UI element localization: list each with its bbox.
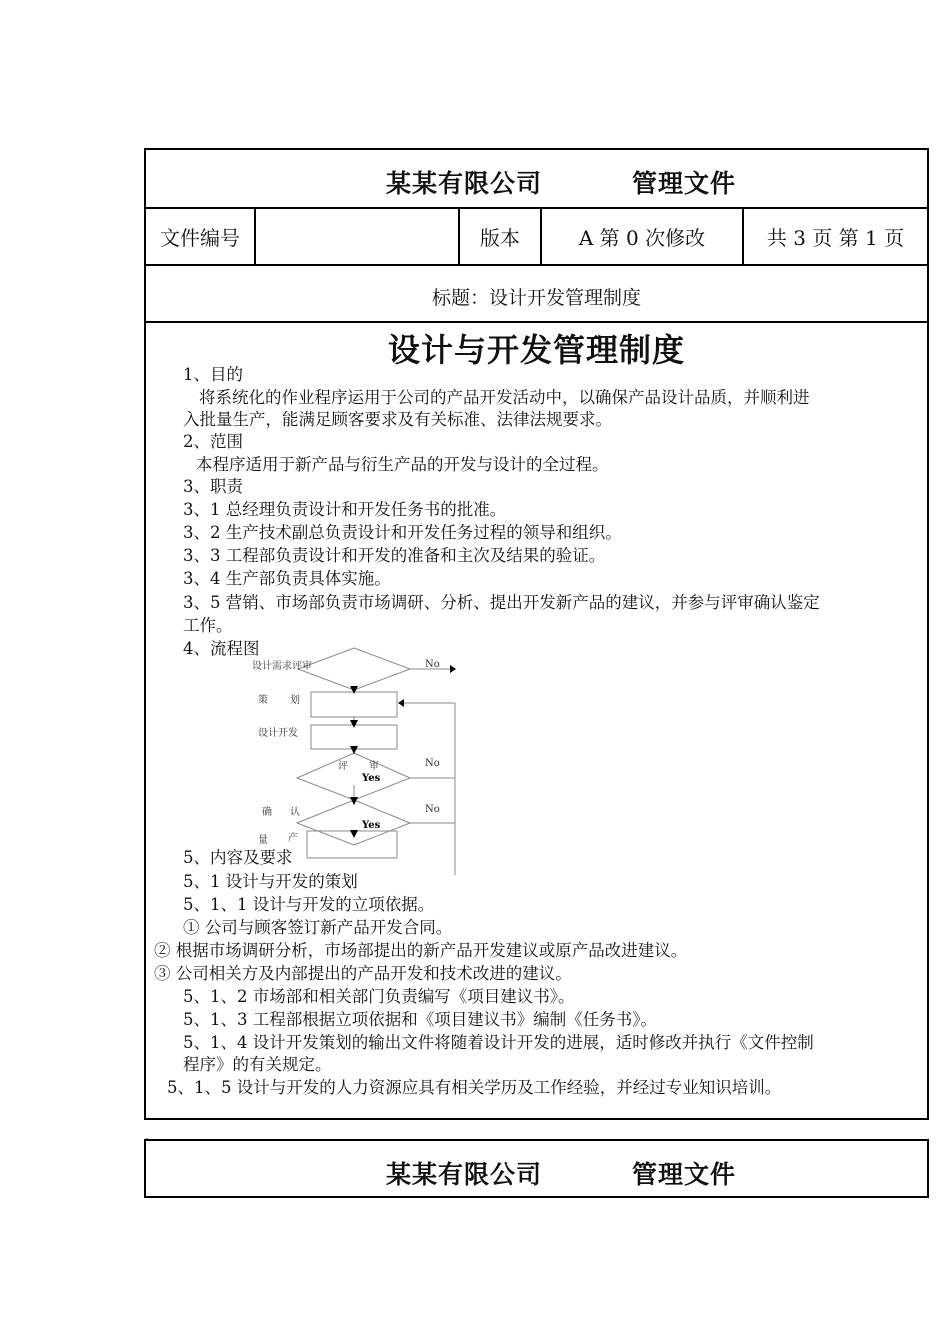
section-5-1-4-cont: 程序》的有关规定。	[183, 1055, 332, 1074]
flow-node-plan-a: 策	[258, 695, 268, 706]
confirm-diamond	[297, 800, 410, 845]
section-5-heading: 5、内容及要求	[183, 848, 293, 867]
flow-node-eval-b: 审	[369, 761, 379, 772]
flow-label-yes-2: Yes	[362, 820, 381, 831]
section-3-3: 3、3 工程部负责设计和开发的准备和主次及结果的验证。	[183, 546, 606, 565]
flowchart-svg	[250, 645, 470, 875]
doc-no-label: 文件编号	[146, 209, 256, 264]
section-1-text: 将系统化的作业程序运用于公司的产品开发活动中，以确保产品设计品质，并顺利进	[199, 388, 810, 407]
item-3: ③ 公司相关方及内部提出的产品开发和技术改进的建议。	[154, 964, 572, 983]
version-label: 版本	[460, 209, 542, 264]
document-title: 设计与开发管理制度	[387, 331, 685, 369]
company-name: 某某有限公司	[386, 169, 543, 198]
down-arrow-1	[350, 686, 358, 694]
section-2-heading: 2、范围	[183, 432, 243, 451]
flow-node-review: 设计需求评审	[252, 661, 312, 672]
flow-node-plan-b: 划	[290, 695, 300, 706]
section-3-5-cont: 工作。	[183, 616, 233, 635]
next-page-header	[144, 1139, 929, 1198]
flow-node-prod-a: 量	[258, 835, 268, 846]
section-1-text-cont: 入批量生产，能满足顾客要求及有关标准、法律法规要求。	[183, 410, 612, 429]
section-1-heading: 1、目的	[183, 365, 243, 384]
item-1: ① 公司与顾客签订新产品开发合同。	[183, 918, 453, 937]
subject-row	[146, 266, 927, 323]
section-5-1-1: 5、1、1 设计与开发的立项依据。	[183, 895, 435, 914]
doc-no-value	[256, 209, 460, 264]
section-5-1-2: 5、1、2 市场部和相关部门负责编写《项目建议书》。	[183, 987, 575, 1006]
version-value: A 第 0 次修改	[542, 209, 744, 264]
flow-node-confirm-b: 认	[290, 807, 300, 818]
review-diamond	[298, 648, 410, 690]
section-3-4: 3、4 生产部负责具体实施。	[183, 569, 391, 588]
flow-label-no-3: No	[425, 804, 440, 815]
section-3-2: 3、2 生产技术副总负责设计和开发任务过程的领导和组织。	[183, 523, 622, 542]
plan-box	[311, 692, 397, 717]
flow-node-confirm-a: 确	[262, 807, 272, 818]
meta-row	[146, 209, 927, 266]
flow-label-yes-1: Yes	[362, 773, 381, 784]
page-count: 共 3 页 第 1 页	[766, 226, 905, 250]
doc-type-2: 管理文件	[632, 1160, 737, 1189]
header-row	[146, 150, 927, 209]
section-5-1: 5、1 设计与开发的策划	[183, 872, 358, 891]
flow-label-no-1: No	[425, 659, 440, 670]
page-end-mark: 。	[145, 1132, 155, 1143]
section-3-1: 3、1 总经理负责设计和开发任务书的批准。	[183, 500, 507, 519]
section-4-heading: 4、流程图	[183, 639, 260, 658]
section-3-5: 3、5 营销、市场部负责市场调研、分析、提出开发新产品的建议，并参与评审确认鉴定	[183, 593, 820, 612]
section-3-heading: 3、职责	[183, 477, 243, 496]
develop-box	[311, 725, 397, 749]
no-arrow-1	[450, 665, 456, 673]
loop-arrow	[398, 699, 404, 707]
flow-node-eval-a: 评	[338, 761, 348, 772]
flow-node-prod-b: 产	[288, 833, 298, 844]
doc-type: 管理文件	[632, 169, 737, 198]
section-2-text: 本程序适用于新产品与衍生产品的开发与设计的全过程。	[196, 455, 609, 474]
item-2: ② 根据市场调研分析，市场部提出的新产品开发建议或原产品改进建议。	[154, 941, 688, 960]
subject: 标题：设计开发管理制度	[431, 287, 641, 309]
flow-node-develop: 设计开发	[258, 728, 298, 739]
section-5-1-5: 5、1、5 设计与开发的人力资源应具有相关学历及工作经验，并经过专业知识培训。	[167, 1078, 782, 1097]
flowchart	[250, 645, 470, 879]
flow-label-no-2: No	[425, 758, 440, 769]
section-5-1-3: 5、1、3 工程部根据立项依据和《项目建议书》编制《任务书》。	[183, 1010, 657, 1029]
company-name-2: 某某有限公司	[386, 1160, 543, 1189]
section-5-1-4: 5、1、4 设计开发策划的输出文件将随着设计开发的进展，适时修改并执行《文件控制	[183, 1033, 814, 1052]
